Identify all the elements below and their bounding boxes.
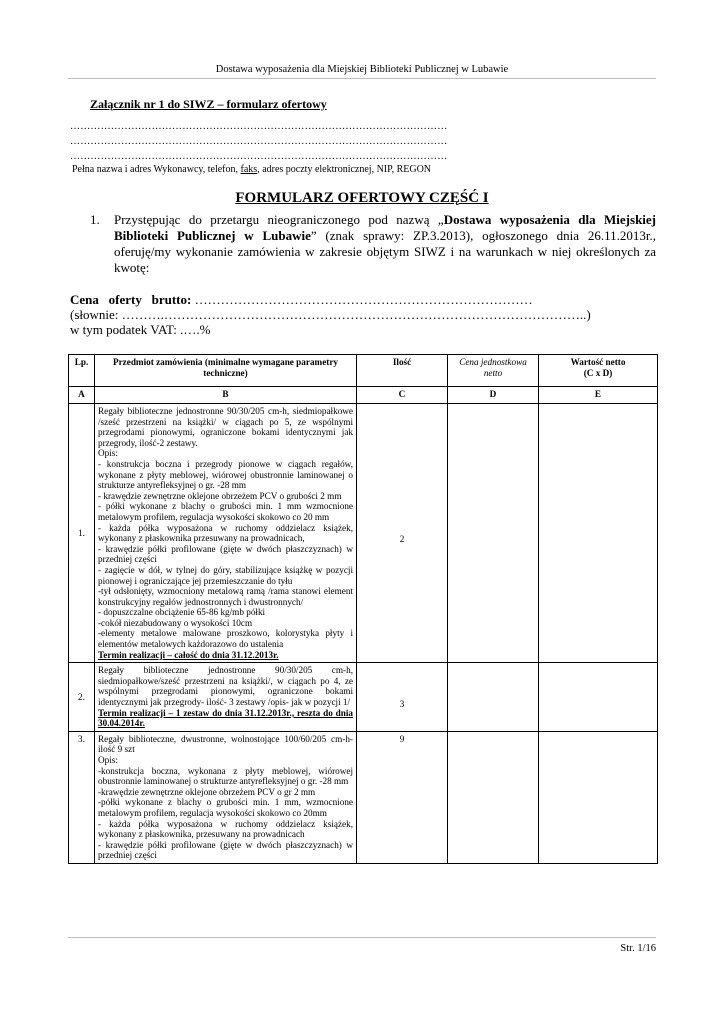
- contractor-line-2: …………………………………………………………………………………………………: [70, 136, 448, 147]
- letter-e: E: [539, 387, 658, 404]
- table-row: [69, 663, 658, 732]
- row-lp: 3.: [69, 731, 95, 863]
- table-row: [69, 731, 658, 863]
- header-lp: Lp.: [69, 355, 95, 387]
- header-unit-price: Cena jednostkowa netto: [448, 355, 539, 387]
- row-qty: 3: [357, 663, 448, 732]
- table-letter-row: [69, 387, 658, 404]
- page-number: Str. 1/16: [620, 943, 656, 954]
- letter-a: A: [69, 387, 95, 404]
- vat-line: w tym podatek VAT: .….%: [70, 322, 211, 337]
- attachment-title: Załącznik nr 1 do SIWZ – formularz ofertowy: [90, 97, 327, 111]
- price-in-words: (słownie: ……….……………………………………………………………………………………..): [70, 307, 591, 322]
- letter-c: C: [357, 387, 448, 404]
- header-qty: Ilość: [357, 355, 448, 387]
- row-term: Termin realizacji – całość do dnia 31.12.2013r.: [98, 649, 279, 660]
- footer-divider: [68, 937, 656, 938]
- row-term: Termin realizacji – 1 zestaw do dnia 31.12.2013r., reszta do dnia 30.04.2014r.: [98, 707, 353, 729]
- table-header-row: [69, 355, 658, 387]
- page-header: Dostawa wyposażenia dla Miejskiej Biblioteki Publicznej w Lubawie: [215, 64, 509, 75]
- row-qty: 9: [357, 731, 448, 863]
- row-net-value: [539, 404, 658, 663]
- letter-d: D: [448, 387, 539, 404]
- order-table: [68, 354, 658, 864]
- contractor-line-1: …………………………………………………………………………………………………: [70, 121, 448, 132]
- intro-paragraph: 1. Przystępując do przetargu nieograniczonego pod nazwą „Dostawa wyposażenia dla Miejskiej Biblioteki Publicznej w Lubawie” (znak sprawy: ZP.3.2013), ogłoszonego dnia 26.11.2013r., oferuję/my wykonanie zamówienia w zakresie objętym SIWZ i na warunkach w niej określonych za kwotę:: [90, 212, 657, 275]
- row-qty: 2: [357, 404, 448, 663]
- letter-b: B: [95, 387, 357, 404]
- contractor-caption: Pełna nazwa i adres Wykonawcy, telefon, faks, adres poczty elektronicznej, NIP, REGON: [72, 164, 432, 175]
- form-title: FORMULARZ OFERTOWY CZĘŚĆ I: [235, 190, 489, 206]
- header-divider: [68, 78, 656, 79]
- contractor-line-3: …………………………………………………………………………………………………: [70, 151, 448, 162]
- table-row: [69, 404, 658, 663]
- row-lp: 2.: [69, 663, 95, 732]
- row-net-value: [539, 663, 658, 732]
- row-description: Regały biblioteczne, dwustronne, wolnostojące 100/60/205 cm-h- ilość 9 szt Opis: -konstrukcja boczna, wykonana z płyty meblowej, wiórowej obustronnie laminowanej o strukturze antyrefleksyjnej o gr. -28 mm -krawędzie zewnętrzne oklejone obrzeżem PCV o gr 2 mm -półki wykonane z blachy o grubości min. 1 mm, wzmocnione metalowym profilem, regulacja wysokości skokowo co 20mm - każda półka wyposażona w ruchomy oddzielacz książek, wykonany z płaskownika, przesuwany na prowadnicach - krawędzie półki profilowane (gięte w dwóch płaszczyznach) w przedniej części: [95, 731, 357, 863]
- row-lp: 1.: [69, 404, 95, 663]
- row-unit-price: [448, 731, 539, 863]
- row-description: Regały biblioteczne jednostronne 90/30/205 cm-h, siedmiopałkowe /sześć przestrzeni na książki/ w ciągach po 5, ze wspólnymi przegrodami pionowymi, ograniczone bokami identycznymi jak przegrody, ilość-2 zestawy. Opis: - konstrukcja boczna i przegrody pionowe w ciągach regałów, wykonane z płyty meblowej, wiórowej obustronnie laminowanej o strukturze antyrefleksyjnej o gr. -28 mm - krawędzie zewnętrzne oklejone obrzeżem PCV o grubości 2 mm - półki wykonane z blachy o grubości min. 1 mm wzmocnione metalowym profilem, regulacja wysokości skokowo co 20 mm - każda półka wyposażona w ruchomy oddzielacz książek, wykonany z płaskownika przesuwany na prowadnicach, - krawędzie półki profilowane (gięte w dwóch płaszczyznach) w przedniej części - zagięcie w dół, w tylnej do góry, stabilizujące książkę w pozycji pionowej i ograniczające jej przemieszczanie do tyłu -tył odsłonięty, wzmocniony metalową ramą /rama stanowi element konstrukcyjny regałów jednostronnych i dwustronnych/ - dopuszczalne obciążenie 65-86 kg/mb półki -cokół niezabudowany o wysokości 10cm -elementy metalowe malowane proszkowo, kolorystyka płyty i elementów metalowych każdorazowo do ustalenia Termin realizacji – całość do dnia 31.12.2013r.: [95, 404, 357, 663]
- row-unit-price: [448, 404, 539, 663]
- gross-price-line: Cena oferty brutto: ……………………………………………………………………: [70, 292, 533, 307]
- row-description: Regały biblioteczne jednostronne 90/30/205 cm-h, siedmiopałkowe/sześć przestrzeni na książki/, w ciągach po 4, ze wspólnymi przegrodami pionowymi, ograniczone bokami identycznymi jak przegrody- ilość- 3 zestawy /opis- jak w pozycji 1/ Termin realizacji – 1 zestaw do dnia 31.12.2013r., reszta do dnia 30.04.2014r.: [95, 663, 357, 732]
- row-net-value: [539, 731, 658, 863]
- header-net-value: Wartość netto (C x D): [539, 355, 658, 387]
- intro-number: 1.: [90, 212, 100, 227]
- header-item: Przedmiot zamówienia (minimalne wymagane parametry techniczne): [95, 355, 357, 387]
- row-unit-price: [448, 663, 539, 732]
